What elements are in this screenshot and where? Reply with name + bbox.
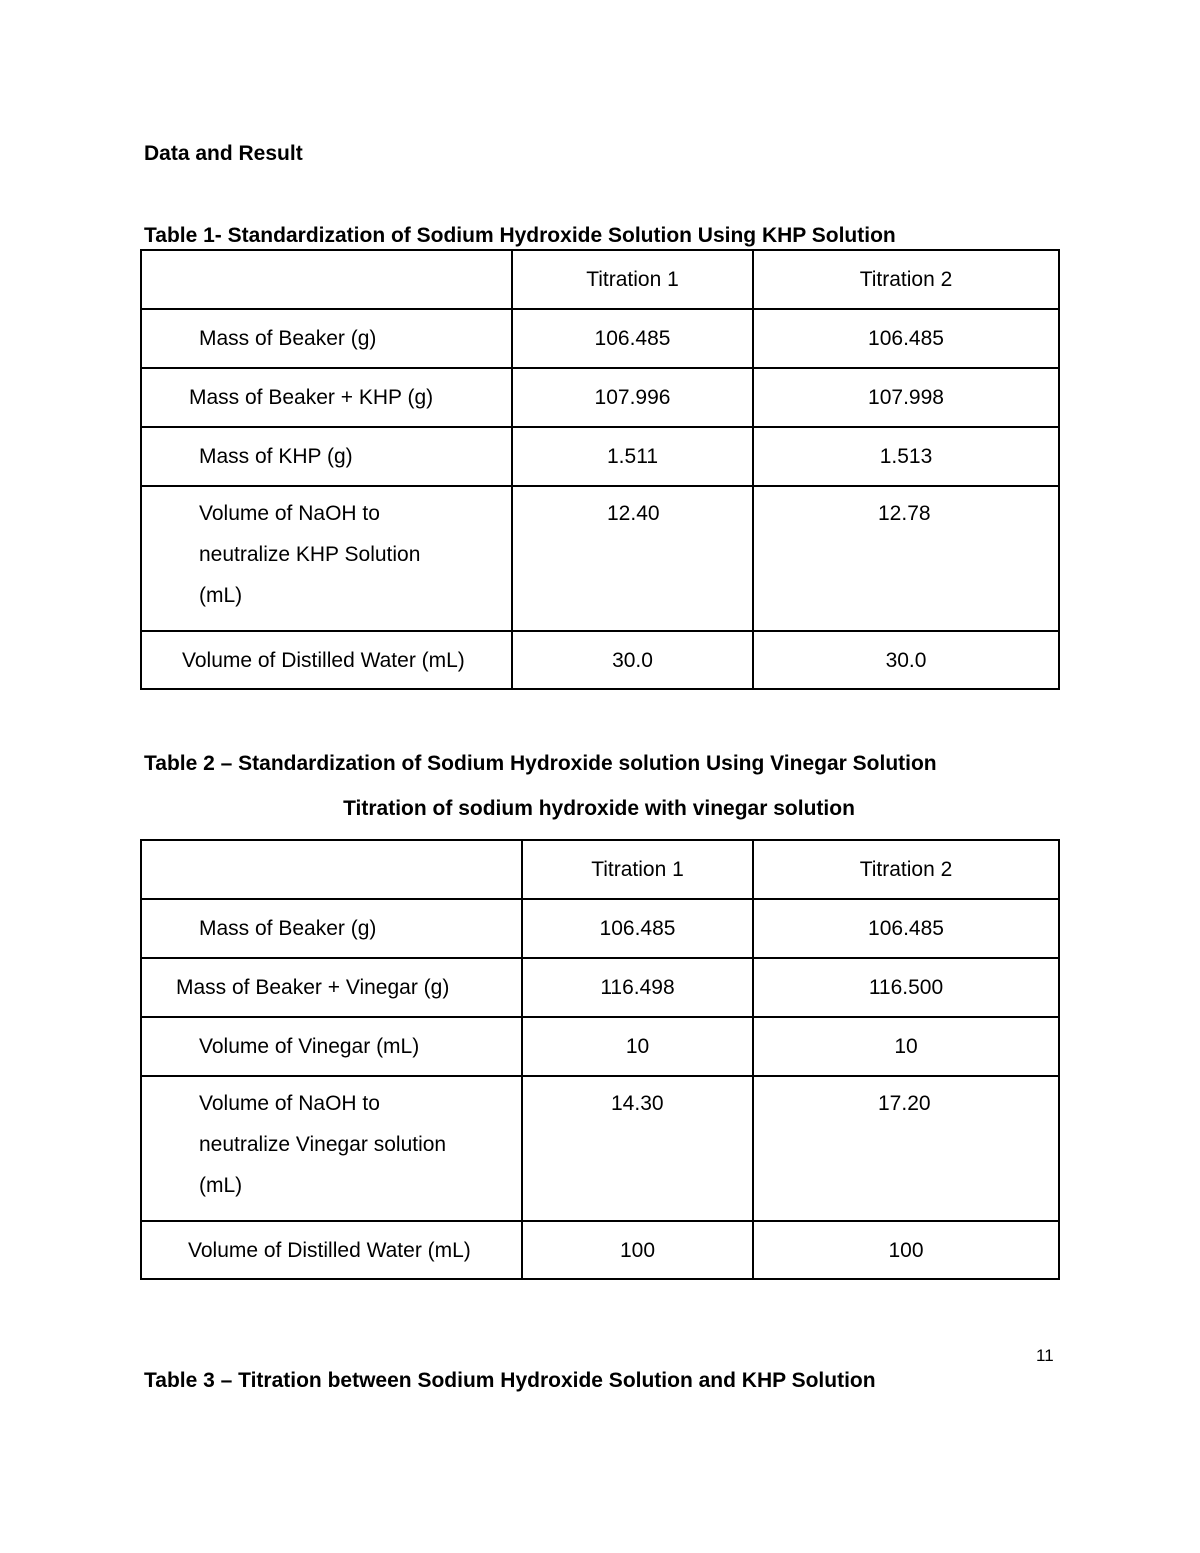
row-value-t2: 1.513 <box>753 427 1059 486</box>
row-value-t1: 107.996 <box>512 368 753 427</box>
row-label-line: (mL) <box>199 584 243 607</box>
table-row <box>141 250 1059 309</box>
table2-header-titration2: Titration 2 <box>753 840 1059 899</box>
table3-caption: Table 3 – Titration between Sodium Hydroxide Solution and KHP Solution <box>144 1369 876 1392</box>
row-label-line: neutralize KHP Solution <box>199 543 421 566</box>
row-label: Volume of Vinegar (mL) <box>141 1017 522 1076</box>
row-label-line: Volume of NaOH to <box>199 1092 380 1115</box>
table-row <box>141 840 1059 899</box>
row-label: Volume of Distilled Water (mL) <box>141 1221 522 1279</box>
row-label: Mass of Beaker + KHP (g) <box>141 368 512 427</box>
row-value-t2: 10 <box>753 1017 1059 1076</box>
table2-subcaption: Titration of sodium hydroxide with vinegar solution <box>343 797 855 820</box>
row-label: Volume of Distilled Water (mL) <box>141 631 512 689</box>
table-row <box>141 631 1059 689</box>
row-value-t2: 106.485 <box>753 899 1059 958</box>
row-value-t2: 17.20 <box>753 1076 1059 1221</box>
table2 <box>140 839 1060 1280</box>
row-value-t1: 10 <box>522 1017 753 1076</box>
table2-caption: Table 2 – Standardization of Sodium Hydroxide solution Using Vinegar Solution <box>144 752 937 775</box>
row-value-t2: 30.0 <box>753 631 1059 689</box>
table-row <box>141 1017 1059 1076</box>
table1-header-titration1: Titration 1 <box>512 250 753 309</box>
table2-header-titration1: Titration 1 <box>522 840 753 899</box>
table-row <box>141 309 1059 368</box>
row-label-line: neutralize Vinegar solution <box>199 1133 447 1156</box>
table1 <box>140 249 1060 690</box>
table-row <box>141 1221 1059 1279</box>
table-row <box>141 1076 1059 1221</box>
row-label <box>141 486 512 631</box>
row-value-t2: 106.485 <box>753 309 1059 368</box>
row-value-t2: 12.78 <box>753 486 1059 631</box>
row-value-t1: 14.30 <box>522 1076 753 1221</box>
table2-header-empty <box>141 840 522 899</box>
row-label: Mass of Beaker + Vinegar (g) <box>141 958 522 1017</box>
row-label: Mass of KHP (g) <box>141 427 512 486</box>
row-value-t1: 12.40 <box>512 486 753 631</box>
table1-caption: Table 1- Standardization of Sodium Hydroxide Solution Using KHP Solution <box>144 224 896 247</box>
row-value-t2: 107.998 <box>753 368 1059 427</box>
row-label <box>141 1076 522 1221</box>
row-value-t1: 106.485 <box>512 309 753 368</box>
table1-header-titration2: Titration 2 <box>753 250 1059 309</box>
table-row <box>141 368 1059 427</box>
table1-header-empty <box>141 250 512 309</box>
row-value-t1: 30.0 <box>512 631 753 689</box>
row-label-line: (mL) <box>199 1174 243 1197</box>
row-value-t1: 116.498 <box>522 958 753 1017</box>
row-value-t1: 100 <box>522 1221 753 1279</box>
table-row <box>141 486 1059 631</box>
section-title: Data and Result <box>144 142 303 165</box>
row-value-t2: 100 <box>753 1221 1059 1279</box>
row-label: Mass of Beaker (g) <box>141 309 512 368</box>
table-row <box>141 958 1059 1017</box>
row-value-t1: 106.485 <box>522 899 753 958</box>
row-label: Mass of Beaker (g) <box>141 899 522 958</box>
row-label-line: Volume of NaOH to <box>199 502 380 525</box>
page-number: 11 <box>1036 1346 1054 1365</box>
table-row <box>141 427 1059 486</box>
table-row <box>141 899 1059 958</box>
row-value-t2: 116.500 <box>753 958 1059 1017</box>
row-value-t1: 1.511 <box>512 427 753 486</box>
